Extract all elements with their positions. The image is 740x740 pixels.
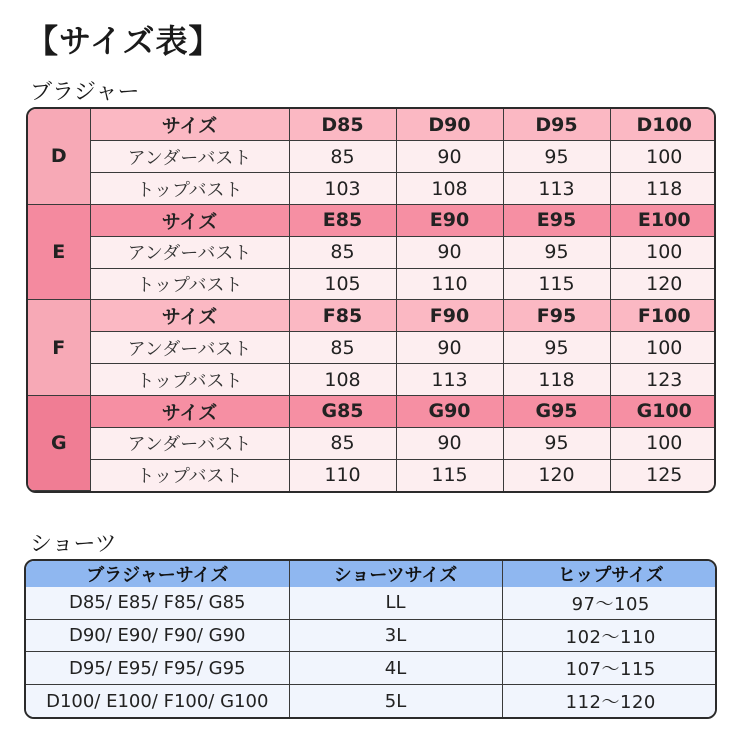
size-code-cell: E85 — [289, 204, 396, 236]
bra-f-size-row — [28, 300, 716, 332]
cup-group-label: G — [28, 395, 90, 490]
under-bust-value: 90 — [396, 427, 503, 459]
top-bust-value: 118 — [503, 364, 610, 396]
hip-size-cell: 107～115 — [502, 652, 717, 685]
shorts-size-cell: 4L — [289, 652, 502, 685]
top-bust-value: 113 — [396, 364, 503, 396]
bra-size-cell: D85/ E85/ F85/ G85 — [26, 587, 289, 619]
shorts-header-shorts-size: ショーツサイズ — [289, 561, 502, 587]
top-bust-value: 125 — [610, 459, 716, 491]
under-bust-value: 95 — [503, 236, 610, 268]
top-bust-value: 110 — [289, 459, 396, 491]
size-code-cell: D100 — [610, 109, 716, 141]
size-code-cell: F90 — [396, 300, 503, 332]
bra-size-cell: D95/ E95/ F95/ G95 — [26, 652, 289, 685]
top-bust-value: 115 — [396, 459, 503, 491]
under-bust-value: 100 — [610, 141, 716, 173]
shorts-header-hip-size: ヒップサイズ — [502, 561, 717, 587]
bra-g-top-bust-row — [28, 459, 716, 491]
size-row-label: サイズ — [90, 395, 289, 427]
hip-size-cell: 102～110 — [502, 619, 717, 652]
shorts-header-bra-size: ブラジャーサイズ — [26, 561, 289, 587]
top-bust-value: 120 — [610, 268, 716, 300]
top-bust-value: 120 — [503, 459, 610, 491]
size-code-cell: G95 — [503, 395, 610, 427]
shorts-table-row — [26, 619, 717, 652]
size-code-cell: D90 — [396, 109, 503, 141]
shorts-size-cell: 5L — [289, 685, 502, 717]
top-bust-value: 105 — [289, 268, 396, 300]
under-bust-value: 85 — [289, 141, 396, 173]
under-bust-value: 90 — [396, 236, 503, 268]
size-row-label: サイズ — [90, 300, 289, 332]
under-bust-value: 100 — [610, 332, 716, 364]
bra-d-size-row — [28, 109, 716, 141]
size-code-cell: D95 — [503, 109, 610, 141]
under-bust-value: 95 — [503, 141, 610, 173]
size-code-cell: F95 — [503, 300, 610, 332]
shorts-size-cell: 3L — [289, 619, 502, 652]
size-code-cell: D85 — [289, 109, 396, 141]
top-bust-value: 113 — [503, 173, 610, 205]
hip-size-cell: 112～120 — [502, 685, 717, 717]
size-code-cell: G85 — [289, 395, 396, 427]
bra-section-label: ブラジャー — [30, 80, 140, 105]
under-bust-value: 85 — [289, 427, 396, 459]
shorts-table-row — [26, 587, 717, 619]
under-bust-value: 85 — [289, 332, 396, 364]
cup-group-label: E — [28, 204, 90, 299]
cup-group-label: F — [28, 300, 90, 395]
size-code-cell: G100 — [610, 395, 716, 427]
size-row-label: サイズ — [90, 109, 289, 141]
top-bust-label: トップバスト — [90, 364, 289, 396]
under-bust-value: 100 — [610, 236, 716, 268]
top-bust-value: 108 — [396, 173, 503, 205]
top-bust-label: トップバスト — [90, 173, 289, 205]
under-bust-value: 100 — [610, 427, 716, 459]
under-bust-value: 85 — [289, 236, 396, 268]
bra-e-top-bust-row — [28, 268, 716, 300]
shorts-size-cell: LL — [289, 587, 502, 619]
size-row-label: サイズ — [90, 204, 289, 236]
size-code-cell: E100 — [610, 204, 716, 236]
top-bust-value: 103 — [289, 173, 396, 205]
under-bust-value: 95 — [503, 332, 610, 364]
top-bust-value: 115 — [503, 268, 610, 300]
under-bust-label: アンダーバスト — [90, 236, 289, 268]
bra-e-size-row — [28, 204, 716, 236]
top-bust-value: 123 — [610, 364, 716, 396]
top-bust-value: 108 — [289, 364, 396, 396]
top-bust-label: トップバスト — [90, 268, 289, 300]
bra-size-cell: D100/ E100/ F100/ G100 — [26, 685, 289, 717]
under-bust-label: アンダーバスト — [90, 332, 289, 364]
shorts-header-row — [26, 561, 717, 587]
size-code-cell: E90 — [396, 204, 503, 236]
shorts-size-table — [24, 559, 717, 719]
bra-size-table — [26, 107, 716, 493]
top-bust-label: トップバスト — [90, 459, 289, 491]
shorts-table-row — [26, 652, 717, 685]
under-bust-label: アンダーバスト — [90, 427, 289, 459]
under-bust-value: 95 — [503, 427, 610, 459]
bra-f-under-bust-row — [28, 332, 716, 364]
size-code-cell: G90 — [396, 395, 503, 427]
top-bust-value: 110 — [396, 268, 503, 300]
bra-g-size-row — [28, 395, 716, 427]
under-bust-value: 90 — [396, 332, 503, 364]
page-title: 【サイズ表】 — [26, 22, 222, 60]
under-bust-value: 90 — [396, 141, 503, 173]
under-bust-label: アンダーバスト — [90, 141, 289, 173]
bra-d-top-bust-row — [28, 173, 716, 205]
bra-d-under-bust-row — [28, 141, 716, 173]
cup-group-label: D — [28, 109, 90, 204]
shorts-table-row — [26, 685, 717, 717]
bra-g-under-bust-row — [28, 427, 716, 459]
bra-f-top-bust-row — [28, 364, 716, 396]
shorts-section-label: ショーツ — [30, 532, 117, 557]
size-code-cell: E95 — [503, 204, 610, 236]
bra-e-under-bust-row — [28, 236, 716, 268]
bra-size-cell: D90/ E90/ F90/ G90 — [26, 619, 289, 652]
hip-size-cell: 97～105 — [502, 587, 717, 619]
size-code-cell: F85 — [289, 300, 396, 332]
top-bust-value: 118 — [610, 173, 716, 205]
size-code-cell: F100 — [610, 300, 716, 332]
